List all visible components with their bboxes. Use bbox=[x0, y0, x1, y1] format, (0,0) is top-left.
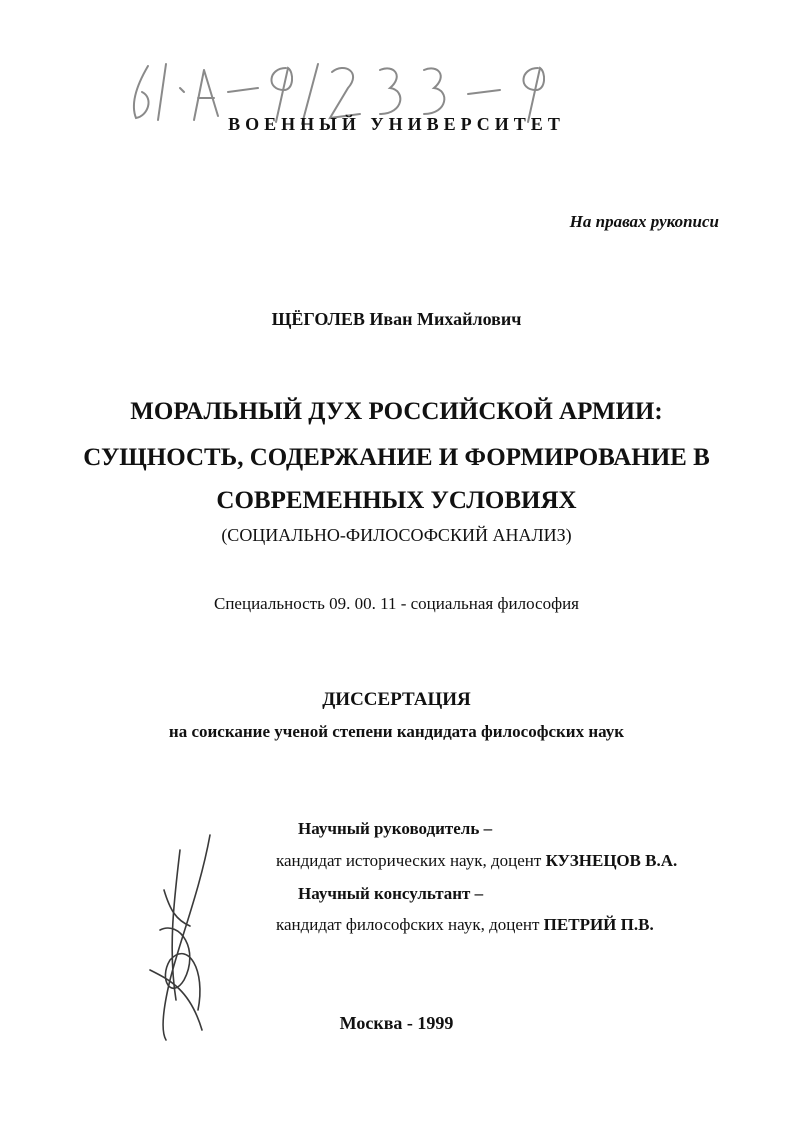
manuscript-rights-note: На правах рукописи bbox=[569, 212, 719, 231]
consultant-name: ПЕТРИЙ П.В. bbox=[543, 915, 654, 934]
city-year: Москва - 1999 bbox=[339, 1013, 454, 1033]
consultant-description: кандидат философских наук, доцент bbox=[276, 915, 540, 934]
specialty-line: Специальность 09. 00. 11 - социальная философия bbox=[213, 594, 580, 613]
advisor-description: кандидат исторических наук, доцент bbox=[276, 851, 542, 870]
dissertation-heading: ДИССЕРТАЦИЯ bbox=[322, 689, 471, 710]
title-subtitle: (СОЦИАЛЬНО-ФИЛОСОФСКИЙ АНАЛИЗ) bbox=[221, 525, 572, 545]
consultant-line bbox=[276, 915, 654, 935]
consultant-label: Научный консультант – bbox=[298, 884, 484, 903]
advisor-line bbox=[276, 851, 677, 871]
advisor-name: КУЗНЕЦОВ В.А. bbox=[545, 851, 678, 870]
university-name: ВОЕННЫЙ УНИВЕРСИТЕТ bbox=[228, 114, 565, 134]
advisor-label: Научный руководитель – bbox=[298, 819, 493, 838]
title-line-2: СУЩНОСТЬ, СОДЕРЖАНИЕ И ФОРМИРОВАНИЕ В bbox=[83, 444, 710, 471]
author-name: ЩЁГОЛЕВ Иван Михайлович bbox=[271, 309, 522, 329]
dissertation-purpose: на соискание ученой степени кандидата философских наук bbox=[168, 722, 625, 741]
title-line-1: МОРАЛЬНЫЙ ДУХ РОССИЙСКОЙ АРМИИ: bbox=[130, 398, 663, 425]
title-line-3: СОВРЕМЕННЫХ УСЛОВИЯХ bbox=[216, 487, 577, 514]
